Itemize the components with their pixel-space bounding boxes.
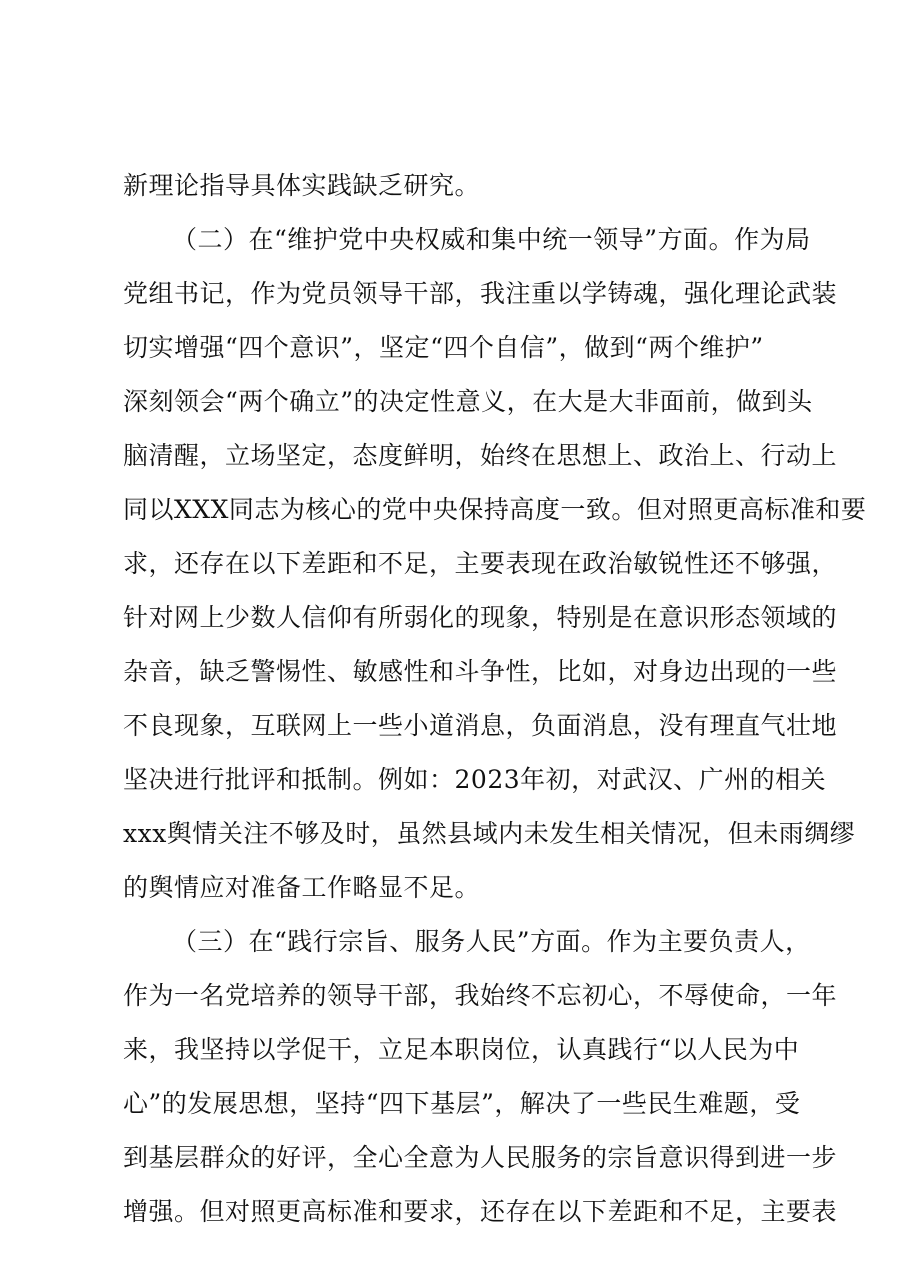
text-line-9: 针对网上少数人信仰有所弱化的现象，特别是在意识形态领域的 [123, 603, 838, 632]
text-line-10: 杂音，缺乏警惕性、敏感性和斗争性，比如，对身边出现的一些 [123, 657, 838, 686]
text-line-6: 脑清醒，立场坚定，态度鲜明，始终在思想上、政治上、行动上 [123, 441, 838, 470]
text-line-18: 心”的发展思想，坚持“四下基层”，解决了一些民生难题，受 [123, 1089, 801, 1118]
text-line-14: 的舆情应对准备工作略显不足。 [123, 873, 481, 902]
text-line-16: 作为一名党培养的领导干部，我始终不忘初心，不辱使命，一年 [123, 981, 838, 1010]
text-line-5: 深刻领会“两个确立”的决定性意义，在大是大非面前，做到头 [123, 387, 813, 416]
text-line-15: （三）在“践行宗旨、服务人民”方面。作为主要负责人， [172, 927, 811, 956]
text-line-4: 切实增强“四个意识”，坚定“四个自信”，做到“两个维护” [123, 333, 764, 362]
text-line-12: 坚决进行批评和抵制。例如：2023年初，对武汉、广州的相关 [123, 765, 827, 794]
text-line-17: 来，我坚持以学促干，立足本职岗位，认真践行“以人民为中 [123, 1035, 800, 1064]
text-line-3: 党组书记，作为党员领导干部，我注重以学铸魂，强化理论武装 [123, 279, 838, 308]
text-line-19: 到基层群众的好评，全心全意为人民服务的宗旨意识得到进一步 [123, 1143, 838, 1172]
text-line-20: 增强。但对照更高标准和要求，还存在以下差距和不足，主要表 [123, 1197, 838, 1226]
text-line-13: xxx舆情关注不够及时，虽然县域内未发生相关情况，但未雨绸缪 [123, 819, 856, 848]
text-line-2: （二）在“维护党中央权威和集中统一领导”方面。作为局 [172, 225, 811, 254]
text-line-11: 不良现象，互联网上一些小道消息，负面消息，没有理直气壮地 [123, 711, 838, 740]
text-line-1: 新理论指导具体实践缺乏研究。 [123, 171, 481, 200]
text-line-8: 求，还存在以下差距和不足，主要表现在政治敏锐性还不够强， [123, 549, 838, 578]
text-line-7: 同以XXX同志为核心的党中央保持高度一致。但对照更高标准和要 [123, 495, 867, 524]
